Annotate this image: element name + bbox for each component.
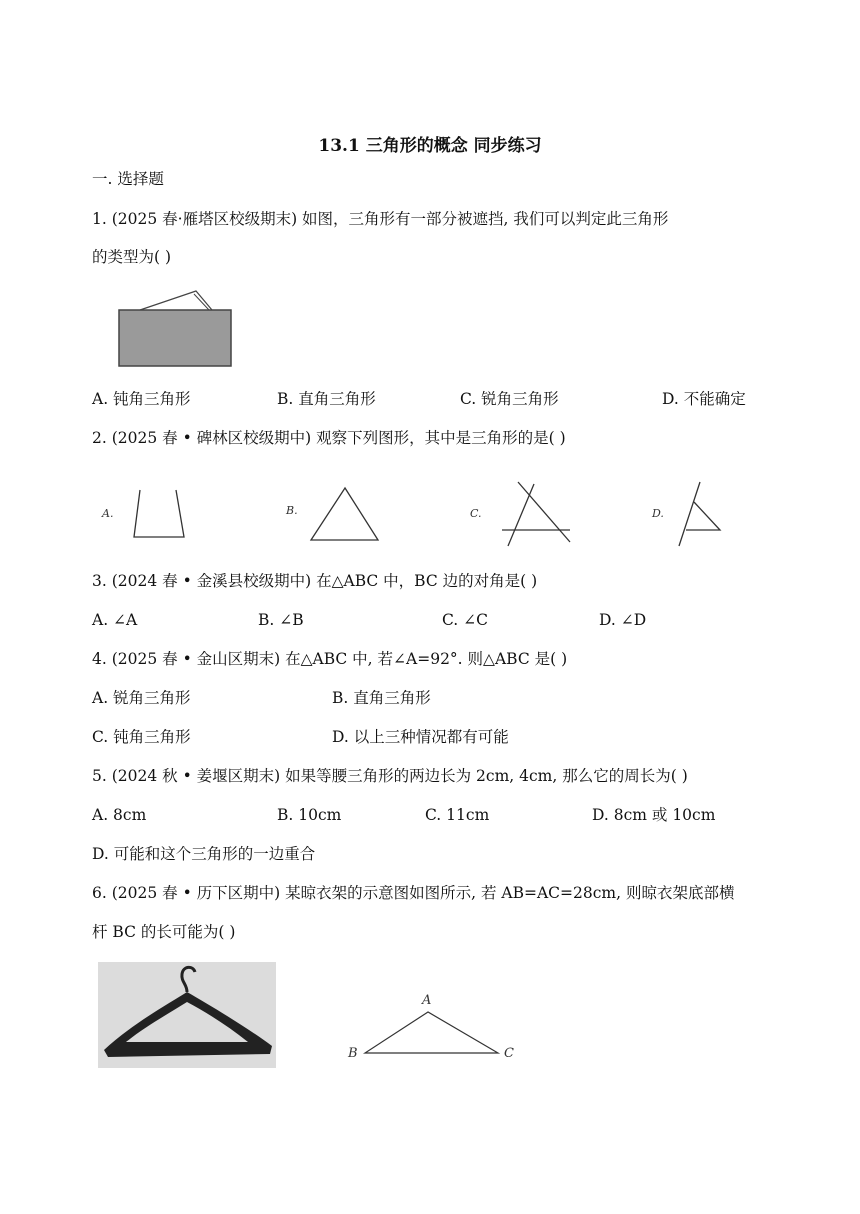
q5-option-c[interactable]: C. 11cm — [425, 806, 490, 824]
hanger-photo — [98, 962, 276, 1068]
q1-triangle-edge — [194, 294, 209, 310]
q3-option-a[interactable]: A. ∠A — [92, 611, 138, 629]
q1-option-d[interactable]: D. 不能确定 — [662, 390, 746, 408]
q4-stem: 4. (2025 春 • 金山区期末) 在△ABC 中, 若∠A=92°. 则△ABC 是( ) — [92, 650, 568, 668]
q1-option-b[interactable]: B. 直角三角形 — [277, 390, 376, 408]
q6-stem-line1: 6. (2025 春 • 历下区期中) 某晾衣架的示意图如图所示, 若 AB=AC=28cm, 则晾衣架底部横 — [92, 884, 735, 902]
q4-option-b[interactable]: B. 直角三角形 — [332, 689, 431, 707]
q5-option-b[interactable]: B. 10cm — [277, 806, 342, 824]
q2-figure-c-line2 — [508, 484, 534, 546]
q2-figure-a-label: A. — [102, 507, 114, 520]
q1-cover-rectangle — [119, 310, 231, 366]
q2-figure-b-shape — [311, 488, 378, 540]
q5-stem: 5. (2024 秋 • 姜堰区期末) 如果等腰三角形的两边长为 2cm, 4cm, 那么它的周长为( ) — [92, 767, 688, 785]
q1-option-c[interactable]: C. 锐角三角形 — [460, 390, 559, 408]
q3-option-b[interactable]: B. ∠B — [258, 611, 304, 629]
q1-triangle-top — [140, 291, 212, 310]
q4-option-c[interactable]: C. 钝角三角形 — [92, 728, 191, 746]
q2-figure-b-label: B. — [286, 504, 298, 517]
q2-stem: 2. (2025 春 • 碑林区校级期中) 观察下列图形，其中是三角形的是( ) — [92, 429, 566, 447]
q2-figure-b — [284, 484, 384, 544]
q2-figure-d-label: D. — [652, 507, 664, 520]
q3-stem: 3. (2024 春 • 金溪县校级期中) 在△ABC 中，BC 边的对角是( ) — [92, 572, 538, 590]
q2-figure-c-label: C. — [470, 507, 482, 520]
q5-extra-line: D. 可能和这个三角形的一边重合 — [92, 845, 316, 863]
q2-figure-d-line — [679, 482, 700, 546]
section-heading: 一. 选择题 — [92, 170, 164, 188]
q2-figure-d-shape — [686, 502, 720, 530]
q2-figure-d — [650, 480, 730, 548]
vertex-a-label: A — [422, 993, 432, 1008]
hanger-diagram — [340, 985, 530, 1065]
q3-option-c[interactable]: C. ∠C — [442, 611, 489, 629]
q4-option-d[interactable]: D. 以上三种情况都有可能 — [332, 728, 509, 746]
q2-figure-c-line1 — [518, 482, 570, 542]
q2-figure-a — [100, 484, 200, 544]
q2-figure-a-shape — [134, 490, 184, 537]
q6-stem-line2: 杆 BC 的长可能为( ) — [92, 923, 236, 941]
hanger-diagram-triangle — [365, 1012, 498, 1053]
q4-option-a[interactable]: A. 锐角三角形 — [92, 689, 191, 707]
q1-option-a[interactable]: A. 钝角三角形 — [92, 390, 191, 408]
q2-figure-c — [468, 482, 578, 548]
q3-option-d[interactable]: D. ∠D — [599, 611, 647, 629]
q1-occluded-triangle-figure — [116, 288, 236, 368]
vertex-b-label: B — [348, 1046, 358, 1061]
q5-option-a[interactable]: A. 8cm — [92, 806, 147, 824]
q1-stem-line2: 的类型为( ) — [92, 248, 172, 266]
page-title: 13.1 三角形的概念 同步练习 — [318, 136, 542, 156]
vertex-c-label: C — [504, 1046, 514, 1061]
q5-option-d[interactable]: D. 8cm 或 10cm — [592, 806, 716, 824]
q1-stem-line1: 1. (2025 春·雁塔区校级期末) 如图，三角形有一部分被遮挡, 我们可以判定此三角形 — [92, 210, 669, 228]
